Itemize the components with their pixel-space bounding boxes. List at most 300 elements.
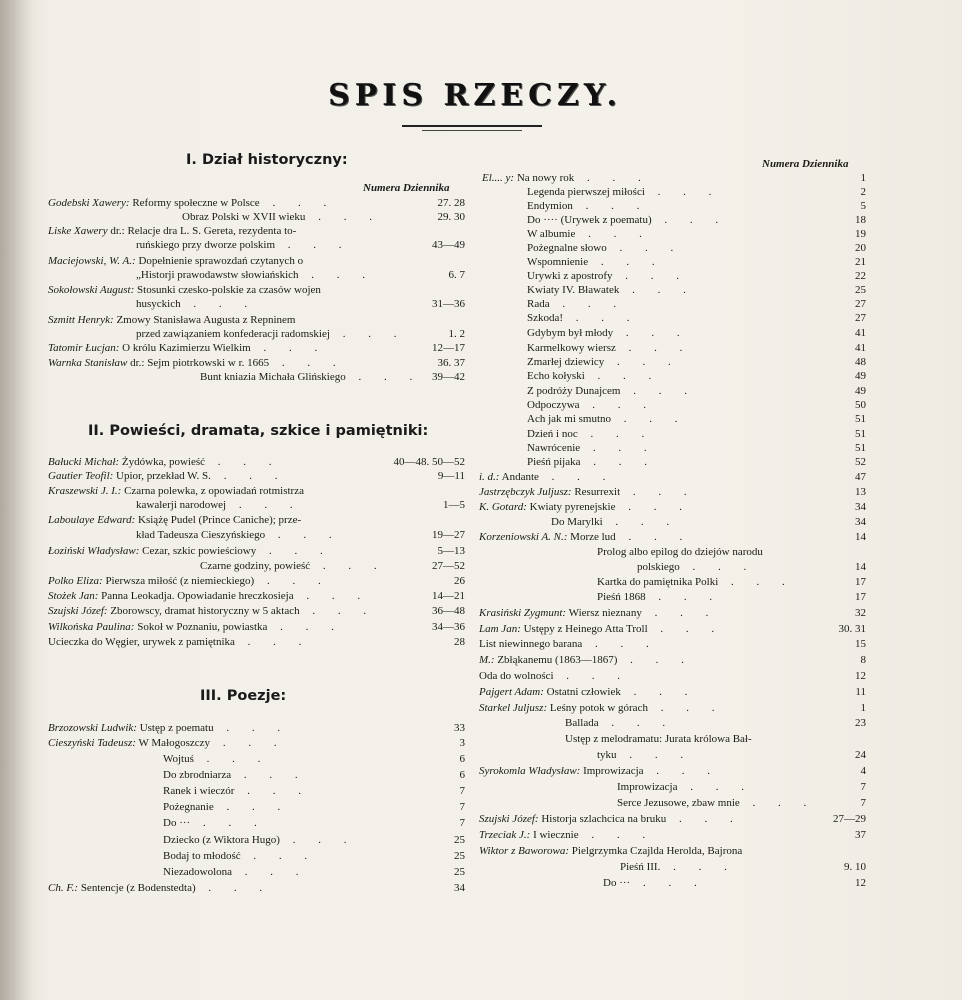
entry-issue-number: 6 — [459, 753, 465, 765]
entry-author: i. d.: — [479, 471, 500, 483]
title-rule-thin — [422, 130, 522, 131]
entry-author: Kraszewski J. I.: — [48, 485, 122, 497]
toc-entry — [617, 797, 816, 810]
entry-title: Leśny potok w górach — [549, 702, 648, 714]
leader-dots: . . . — [584, 370, 662, 382]
toc-entry — [48, 636, 311, 649]
page-title: SPIS RZECZY. — [328, 78, 622, 113]
entry-issue-number: 9—11 — [437, 470, 465, 482]
toc-entry — [527, 228, 652, 241]
entry-issue-number: 14—21 — [432, 590, 465, 602]
entry-title: Reformy społeczne w Polsce — [132, 197, 260, 209]
entry-title: Czarne godziny, powieść — [200, 560, 311, 572]
entry-title: Stosunki czesko-polskie za czasów wojen — [137, 284, 321, 296]
toc-entry — [136, 269, 375, 282]
toc-entry — [527, 456, 657, 469]
entry-issue-number: 7 — [459, 801, 465, 813]
entry-title: Pożegnalne słowo — [527, 242, 607, 254]
entry-title: Nawrócenie — [527, 442, 581, 454]
entry-title: Dopełnienie sprawozdań czytanych o — [138, 255, 304, 267]
entry-issue-number: 30. 31 — [838, 623, 866, 635]
entry-title: Kwiaty pyrenejskie — [529, 501, 616, 513]
entry-issue-number: 48 — [855, 356, 866, 368]
section-heading-historical: I. Dział historyczny: — [186, 152, 348, 168]
leader-dots: . . . — [265, 529, 342, 541]
entry-title: dr.: Sejm piotrkowski w r. 1665 — [130, 357, 270, 369]
leader-dots: . . . — [602, 516, 680, 528]
leader-dots: . . . — [240, 850, 318, 862]
entry-author: Szujski Józef: — [48, 605, 108, 617]
toc-entry — [200, 560, 387, 573]
entry-issue-number: 27—52 — [432, 560, 465, 572]
entry-issue-number: 7 — [860, 797, 866, 809]
entry-issue-number: 7 — [459, 817, 465, 829]
entry-issue-number: 36—48 — [432, 605, 465, 617]
toc-entry — [48, 882, 272, 895]
entry-title: Prolog albo epilog do dziejów narodu — [597, 546, 763, 558]
toc-entry — [527, 256, 665, 269]
leader-dots: . . . — [612, 270, 690, 282]
entry-issue-number: 28 — [454, 636, 465, 648]
toc-entry — [163, 866, 309, 879]
toc-entry — [527, 200, 649, 213]
toc-entry — [637, 561, 756, 574]
leader-dots: . . . — [210, 737, 287, 749]
entry-author: Stożek Jan: — [48, 590, 99, 602]
toc-entry — [565, 733, 752, 746]
entry-title: Ustęp z melodramatu: Jurata królowa Bał- — [565, 733, 752, 745]
entry-issue-number: 43—49 — [432, 239, 465, 251]
entry-title: Oda do wolności — [479, 670, 554, 682]
leader-dots: . . . — [267, 621, 344, 633]
entry-title: Obraz Polski w XVII wieku — [182, 211, 306, 223]
toc-entry — [551, 516, 679, 529]
entry-issue-number: 17 — [855, 591, 866, 603]
leader-dots: . . . — [580, 442, 657, 454]
entry-issue-number: 19 — [855, 228, 866, 240]
leader-dots: . . . — [195, 882, 273, 894]
toc-entry — [479, 686, 697, 699]
leader-dots: . . . — [620, 486, 697, 498]
entry-issue-number: 41 — [855, 342, 866, 354]
entry-title: W albumie — [527, 228, 576, 240]
toc-entry — [136, 239, 352, 252]
entry-author: Korzeniowski A. N.: — [479, 531, 568, 543]
toc-entry — [479, 654, 694, 667]
entry-title: tyku — [597, 749, 617, 761]
entry-title: dr.: Relacje dra L. S. Gereta, rezydenta to- — [110, 225, 297, 237]
toc-entry — [136, 298, 257, 311]
leader-dots: . . . — [604, 356, 681, 368]
entry-title: Urywki z apostrofy — [527, 270, 613, 282]
entry-issue-number: 4 — [860, 765, 866, 777]
toc-entry — [479, 623, 724, 636]
toc-entry — [48, 575, 331, 588]
entry-title: List niewinnego barana — [479, 638, 583, 650]
entry-title: Upior, przekład W. S. — [116, 470, 211, 482]
entry-issue-number: 6. 7 — [448, 269, 465, 281]
entry-issue-number: 52 — [855, 456, 866, 468]
entry-author: Jastrzębczyk Juljusz: — [479, 486, 572, 498]
entry-title: Do zbrodniarza — [163, 769, 232, 781]
entry-issue-number: 51 — [855, 442, 866, 454]
leader-dots: . . . — [582, 638, 659, 650]
entry-title: Serce Jezusowe, zbaw mnie — [617, 797, 740, 809]
entry-author: Maciejowski, W. A.: — [48, 255, 136, 267]
entry-author: Szmitt Henryk: — [48, 314, 114, 326]
leader-dots: . . . — [617, 654, 694, 666]
leader-dots: . . . — [647, 623, 725, 635]
toc-entry — [48, 255, 303, 268]
column-header-right: Numera Dziennika — [762, 158, 849, 170]
entry-title: Czarna polewka, z opowiadań rotmistrza — [124, 485, 304, 497]
entry-issue-number: 24 — [855, 749, 866, 761]
column-header-left: Numera Dziennika — [363, 182, 450, 194]
entry-issue-number: 7 — [860, 781, 866, 793]
leader-dots: . . . — [598, 717, 676, 729]
toc-entry — [48, 225, 296, 238]
entry-author: Szujski Józef: — [479, 813, 539, 825]
leader-dots: . . . — [213, 801, 291, 813]
leader-dots: . . . — [615, 501, 692, 513]
entry-issue-number: 20 — [855, 242, 866, 254]
leader-dots: . . . — [193, 753, 271, 765]
entry-author: Łoziński Władysław: — [48, 545, 140, 557]
toc-entry — [527, 428, 654, 441]
entry-author: Lam Jan: — [479, 623, 521, 635]
leader-dots: . . . — [250, 342, 328, 354]
entry-issue-number: 8 — [860, 654, 866, 666]
entry-title: Pieśń pijaka — [527, 456, 581, 468]
entry-title: Cezar, szkic powieściowy — [142, 545, 257, 557]
entry-title: polskiego — [637, 561, 680, 573]
entry-title: Sokoł w Poznaniu, powiastka — [137, 621, 268, 633]
entry-title: Resurrexit — [574, 486, 621, 498]
entry-title: przed zawiązaniem konfederacji radomskiej — [136, 328, 330, 340]
entry-title: Ballada — [565, 717, 599, 729]
toc-entry — [479, 607, 718, 620]
entry-title: Morze lud — [570, 531, 616, 543]
toc-entry — [136, 328, 406, 341]
entry-issue-number: 17 — [855, 576, 866, 588]
entry-issue-number: 12 — [855, 877, 866, 889]
toc-entry — [527, 399, 656, 412]
entry-issue-number: 27—29 — [833, 813, 866, 825]
section-heading-prose: II. Powieści, dramata, szkice i pamiętniki: — [88, 423, 429, 439]
entry-title: „Historji prawodawstw słowiańskich — [136, 269, 299, 281]
entry-title: Zbłąkanemu (1863—1867) — [497, 654, 618, 666]
leader-dots: . . . — [619, 284, 696, 296]
entry-issue-number: 18 — [855, 214, 866, 226]
entry-title: Niezadowolona — [163, 866, 233, 878]
toc-entry — [479, 702, 724, 715]
entry-issue-number: 26 — [454, 575, 465, 587]
leader-dots: . . . — [615, 531, 693, 543]
leader-dots: . . . — [226, 499, 303, 511]
entry-issue-number: 34 — [855, 501, 866, 513]
toc-entry — [48, 342, 327, 355]
entry-issue-number: 27 — [855, 312, 866, 324]
toc-entry — [527, 442, 657, 455]
entry-issue-number: 1. 2 — [448, 328, 465, 340]
leader-dots: . . . — [298, 269, 376, 281]
entry-author: Brzozowski Ludwik: — [48, 722, 137, 734]
leader-dots: . . . — [190, 817, 267, 829]
entry-author: El.... y: — [482, 172, 515, 184]
toc-entry — [597, 546, 763, 559]
entry-issue-number: 25 — [454, 850, 465, 862]
leader-dots: . . . — [718, 576, 795, 588]
toc-entry — [597, 591, 722, 604]
toc-entry — [182, 211, 382, 224]
toc-entry — [527, 370, 661, 383]
leader-dots: . . . — [588, 256, 665, 268]
entry-author: Pajgert Adam: — [479, 686, 544, 698]
entry-title: Kartka do pamiętnika Polki — [597, 576, 719, 588]
toc-entry — [479, 670, 630, 683]
entry-author: Trzeciak J.: — [479, 829, 531, 841]
entry-author: Godebski Xawery: — [48, 197, 130, 209]
entry-title: Panna Leokadja. Opowiadanie hreczkosieja — [101, 590, 294, 602]
toc-entry — [163, 834, 356, 847]
entry-issue-number: 34—36 — [432, 621, 465, 633]
entry-title: Do Marylki — [551, 516, 603, 528]
entry-title: Szkoda! — [527, 312, 564, 324]
entry-title: Sentencje (z Bodenstedta) — [80, 882, 196, 894]
entry-title: Książę Pudel (Prince Caniche); prze- — [138, 514, 302, 526]
entry-title: Wspomnienie — [527, 256, 589, 268]
entry-issue-number: 1—5 — [443, 499, 465, 511]
leader-dots: . . . — [299, 605, 377, 617]
toc-entry — [479, 486, 697, 499]
entry-title: Żydówka, powieść — [121, 456, 206, 468]
entry-title: Ach jak mi smutno — [527, 413, 612, 425]
entry-title: Ranek i wieczór — [163, 785, 235, 797]
toc-entry — [603, 877, 707, 890]
toc-entry — [48, 514, 301, 527]
leader-dots: . . . — [616, 749, 694, 761]
leader-dots: . . . — [577, 428, 655, 440]
entry-title: Zborowscy, dramat historyczny w 5 aktach — [110, 605, 300, 617]
leader-dots: . . . — [647, 702, 725, 714]
toc-entry — [527, 342, 692, 355]
entry-title: Kwiaty IV. Bławatek — [527, 284, 620, 296]
leader-dots: . . . — [549, 298, 627, 310]
entry-author: Warnka Stanisław — [48, 357, 128, 369]
leader-dots: . . . — [259, 197, 337, 209]
entry-title: Do ···· (Urywek z poematu) — [527, 214, 652, 226]
toc-entry — [527, 356, 681, 369]
entry-issue-number: 33 — [454, 722, 465, 734]
entry-author: Starkel Juljusz: — [479, 702, 548, 714]
toc-entry — [48, 284, 321, 297]
toc-entry — [527, 242, 683, 255]
toc-entry — [48, 722, 290, 735]
leader-dots: . . . — [279, 834, 357, 846]
leader-dots: . . . — [254, 575, 331, 587]
entry-title: Legenda pierwszej miłości — [527, 186, 645, 198]
toc-entry — [48, 197, 336, 210]
leader-dots: . . . — [234, 785, 311, 797]
toc-entry — [479, 638, 659, 651]
entry-title: Bunt kniazia Michała Glińskiego — [200, 371, 346, 383]
toc-entry — [479, 531, 692, 544]
entry-title: Ostatni człowiek — [546, 686, 621, 698]
entry-title: Pożegnanie — [163, 801, 214, 813]
leader-dots: . . . — [641, 607, 719, 619]
leader-dots: . . . — [345, 371, 423, 383]
title-rule — [402, 125, 542, 127]
toc-entry — [48, 621, 344, 634]
leader-dots: . . . — [180, 298, 258, 310]
entry-title: Na nowy rok — [516, 172, 575, 184]
entry-issue-number: 47 — [855, 471, 866, 483]
leader-dots: . . . — [213, 722, 291, 734]
entry-title: I wiecznie — [533, 829, 579, 841]
toc-entry — [479, 501, 692, 514]
entry-title: Endymion — [527, 200, 573, 212]
toc-entry — [48, 456, 282, 469]
leader-dots: . . . — [574, 172, 651, 184]
entry-author: Bałucki Michał: — [48, 456, 120, 468]
entry-issue-number: 9. 10 — [844, 861, 866, 873]
entry-issue-number: 25 — [855, 284, 866, 296]
toc-entry — [597, 749, 693, 762]
toc-entry — [48, 314, 295, 327]
leader-dots: . . . — [660, 861, 737, 873]
leader-dots: . . . — [231, 769, 308, 781]
leader-dots: . . . — [606, 242, 684, 254]
entry-title: O królu Kazimierzu Wielkim — [122, 342, 251, 354]
entry-issue-number: 29. 30 — [437, 211, 465, 223]
entry-title: Karmelkowy wiersz — [527, 342, 616, 354]
entry-issue-number: 19—27 — [432, 529, 465, 541]
entry-author: Gautier Teofil: — [48, 470, 114, 482]
entry-issue-number: 12 — [855, 670, 866, 682]
entry-issue-number: 49 — [855, 385, 866, 397]
entry-issue-number: 39—42 — [432, 371, 465, 383]
entry-issue-number: 5 — [860, 200, 866, 212]
entry-issue-number: 49 — [855, 370, 866, 382]
leader-dots: . . . — [580, 456, 657, 468]
entry-issue-number: 7 — [459, 785, 465, 797]
entry-title: Rada — [527, 298, 550, 310]
entry-title: kład Tadeusza Cieszyńskiego — [136, 529, 266, 541]
entry-author: Sokołowski August: — [48, 284, 135, 296]
leader-dots: . . . — [305, 211, 382, 223]
entry-issue-number: 6 — [459, 769, 465, 781]
toc-entry — [479, 829, 655, 842]
leader-dots: . . . — [553, 670, 631, 682]
entry-author: Ch. F.: — [48, 882, 79, 894]
entry-title: ruńskiego przy dworze polskim — [136, 239, 275, 251]
entry-title: Gdybym był młody — [527, 327, 614, 339]
toc-entry — [479, 765, 720, 778]
leader-dots: . . . — [210, 470, 288, 482]
entry-issue-number: 27. 28 — [437, 197, 465, 209]
entry-issue-number: 32 — [855, 607, 866, 619]
leader-dots: . . . — [275, 239, 352, 251]
leader-dots: . . . — [679, 561, 757, 573]
entry-title: Echo kołyski — [527, 370, 585, 382]
entry-title: Do ··· — [163, 817, 191, 829]
entry-issue-number: 51 — [855, 428, 866, 440]
toc-entry — [527, 413, 688, 426]
toc-entry — [565, 717, 675, 730]
entry-issue-number: 34 — [855, 516, 866, 528]
toc-entry — [527, 186, 721, 199]
entry-issue-number: 14 — [855, 561, 866, 573]
toc-entry — [48, 545, 333, 558]
entry-author: M.: — [479, 654, 495, 666]
entry-title: Pierwsza miłość (z niemieckiego) — [105, 575, 255, 587]
toc-entry — [479, 813, 743, 826]
entry-title: Odpoczywa — [527, 399, 580, 411]
toc-entry — [597, 576, 795, 589]
leader-dots: . . . — [538, 471, 616, 483]
entry-title: Wiersz nieznany — [568, 607, 642, 619]
leader-dots: . . . — [645, 591, 723, 603]
entry-title: Pielgrzymka Czajlda Herolda, Bajrona — [571, 845, 743, 857]
entry-title: Bodaj to młodość — [163, 850, 241, 862]
leader-dots: . . . — [630, 877, 707, 889]
entry-issue-number: 14 — [855, 531, 866, 543]
entry-issue-number: 1 — [860, 172, 866, 184]
entry-issue-number: 34 — [454, 882, 465, 894]
leader-dots: . . . — [269, 357, 346, 369]
leader-dots: . . . — [579, 399, 657, 411]
toc-entry — [163, 753, 270, 766]
entry-author: Krasiński Zygmunt: — [479, 607, 567, 619]
entry-title: Dziecko (z Wiktora Hugo) — [163, 834, 280, 846]
leader-dots: . . . — [677, 781, 754, 793]
toc-entry — [482, 172, 651, 185]
entry-author: Laboulaye Edward: — [48, 514, 136, 526]
entry-title: kawalerji narodowej — [136, 499, 227, 511]
entry-title: Do ··· — [603, 877, 631, 889]
leader-dots: . . . — [572, 200, 650, 212]
leader-dots: . . . — [644, 186, 722, 198]
entry-issue-number: 3 — [459, 737, 465, 749]
toc-entry — [479, 845, 742, 858]
leader-dots: . . . — [578, 829, 656, 841]
entry-title: husyckich — [136, 298, 181, 310]
entry-issue-number: 1 — [860, 702, 866, 714]
entry-title: Zmarłej dziewicy — [527, 356, 605, 368]
entry-title: Wojtuś — [163, 753, 194, 765]
toc-entry — [527, 270, 689, 283]
toc-entry — [136, 499, 303, 512]
leader-dots: . . . — [620, 686, 698, 698]
entry-title: Historja szlachcica na bruku — [541, 813, 667, 825]
toc-entry — [527, 385, 697, 398]
leader-dots: . . . — [739, 797, 817, 809]
toc-entry — [163, 769, 308, 782]
toc-entry — [163, 850, 317, 863]
leader-dots: . . . — [651, 214, 729, 226]
toc-entry — [48, 737, 287, 750]
leader-dots: . . . — [643, 765, 721, 777]
toc-entry — [620, 861, 737, 874]
toc-entry — [48, 485, 304, 498]
toc-entry — [163, 801, 290, 814]
leader-dots: . . . — [232, 866, 309, 878]
entry-issue-number: 5—13 — [437, 545, 465, 557]
entry-title: W Małogoszczy — [138, 737, 211, 749]
leader-dots: . . . — [611, 413, 688, 425]
entry-title: Ucieczka do Węgier, urywek z pamiętnika — [48, 636, 235, 648]
entry-author: Polko Eliza: — [48, 575, 103, 587]
